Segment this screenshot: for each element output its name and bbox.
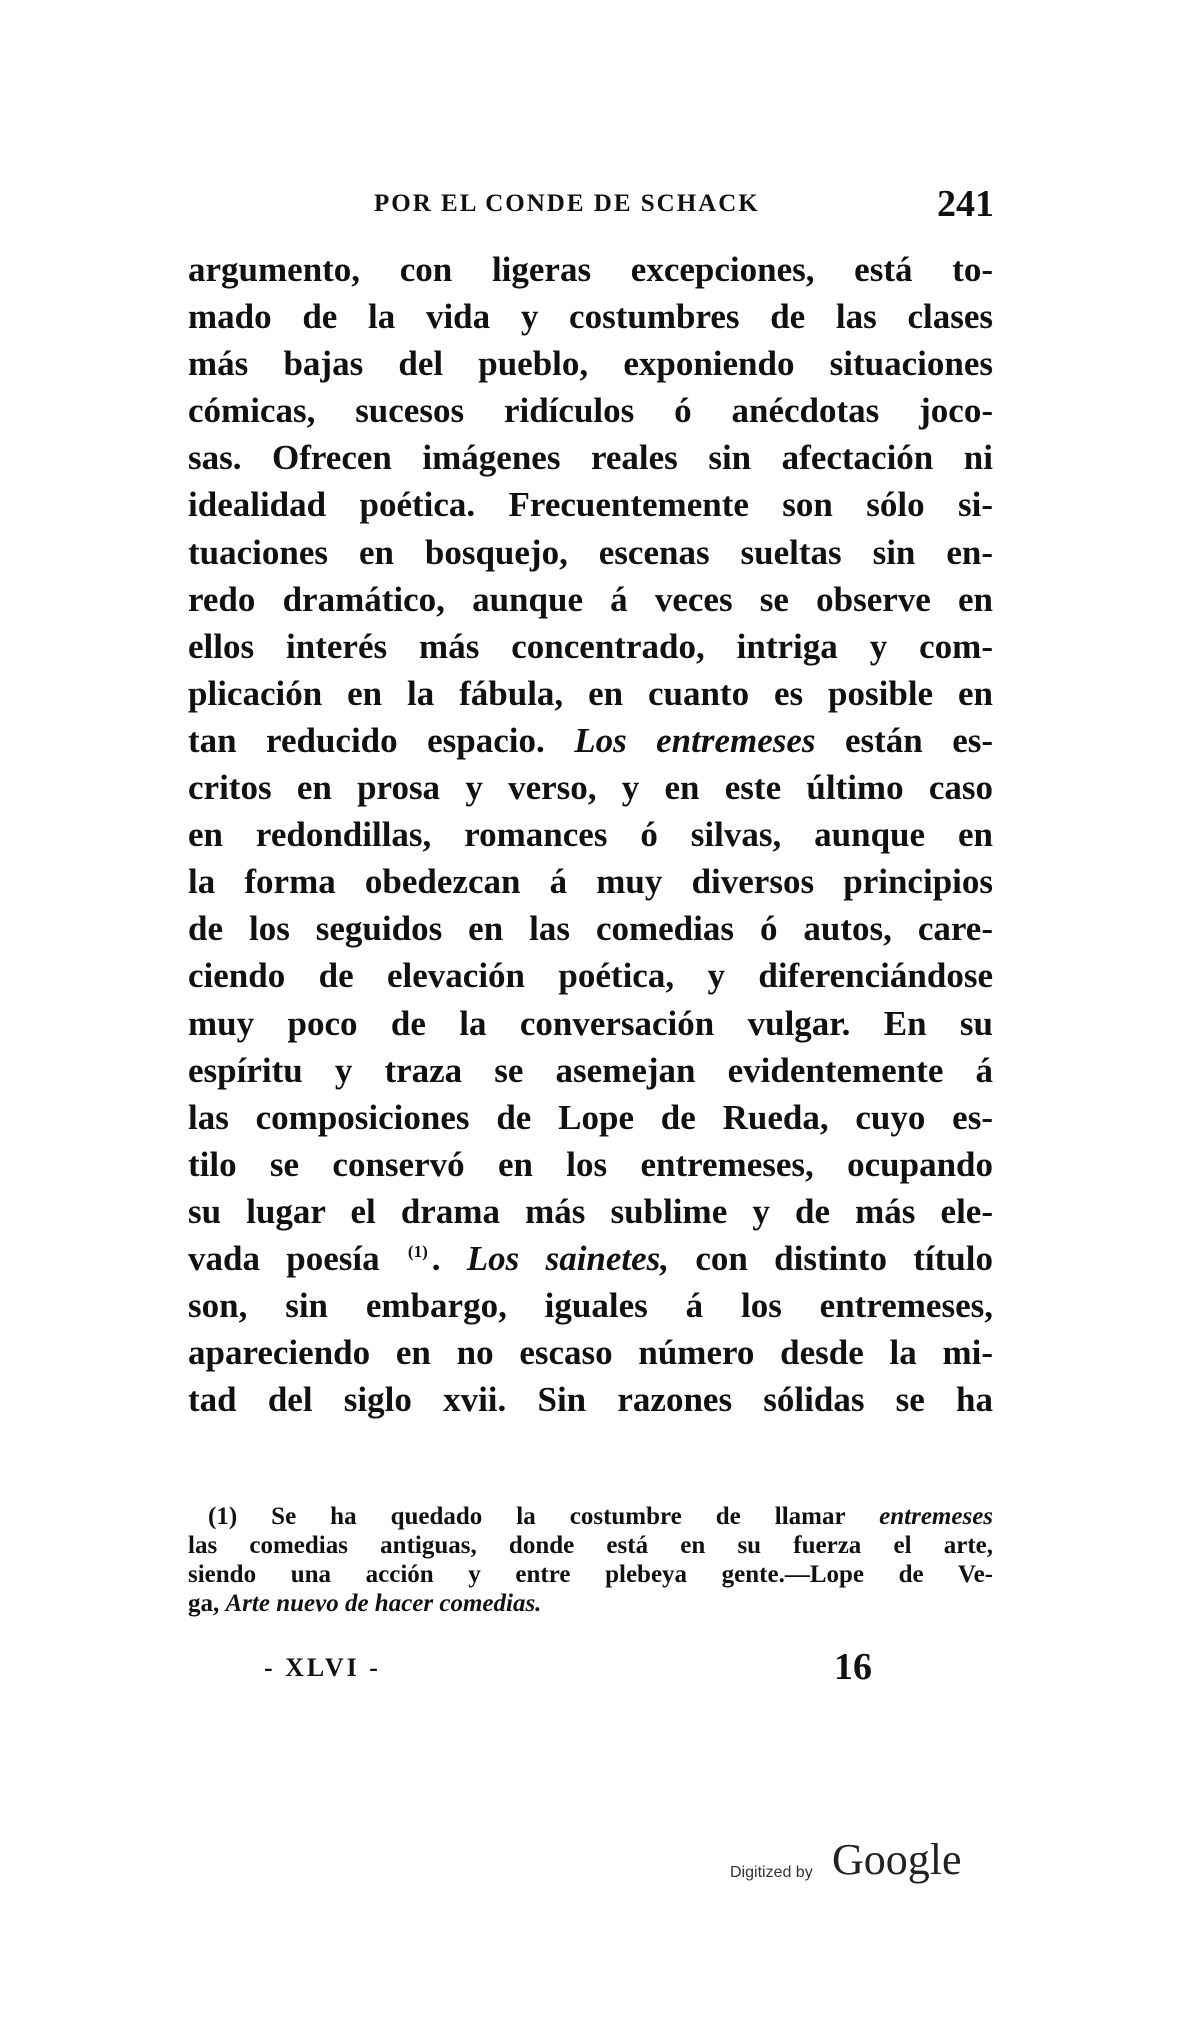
- text-segment: Se ha quedado la costumbre de llamar: [271, 1503, 846, 1530]
- italic-title: Arte nuevo de hacer comedias.: [225, 1590, 542, 1617]
- footnote-line: [188, 1589, 993, 1618]
- text-line: son, sin embargo, iguales á los entremeses,: [188, 1286, 993, 1326]
- text-line: la forma obedezcan á muy diversos principios: [188, 862, 993, 902]
- page-header: [374, 183, 994, 230]
- text-line: cómicas, sucesos ridículos ó anécdotas joco-: [188, 391, 993, 431]
- signature-row: [264, 1645, 924, 1695]
- text-line: su lugar el drama más sublime y de más ele-: [188, 1191, 993, 1231]
- digitized-watermark: [730, 1830, 1030, 1890]
- italic-title: Los entremeses: [574, 720, 816, 760]
- italic-title: Los sainetes,: [466, 1238, 670, 1278]
- text-line: critos en prosa y verso, y en este último caso: [188, 768, 993, 808]
- text-line: redo dramático, aunque á veces se observe en: [188, 579, 993, 619]
- text-line: más bajas del pueblo, exponiendo situaciones: [188, 344, 993, 384]
- text-segment: con distinto título: [695, 1238, 993, 1278]
- body-text: [188, 246, 993, 1423]
- signature-number: 16: [834, 1646, 872, 1688]
- text-line: [188, 717, 993, 764]
- text-line: sas. Ofrecen imágenes reales sin afectación ni: [188, 438, 993, 478]
- footnote-marker: (1): [208, 1503, 238, 1530]
- digitized-by-label: Digitized by: [730, 1864, 813, 1881]
- footnote-reference: (1): [407, 1242, 428, 1262]
- running-head: POR EL CONDE DE SCHACK: [374, 190, 760, 217]
- footnote-line: las comedias antiguas, donde está en su fuerza el arte,: [188, 1532, 993, 1559]
- text-line: tuaciones en bosquejo, escenas sueltas sin en-: [188, 532, 993, 572]
- text-line: muy poco de la conversación vulgar. En su: [188, 1003, 993, 1043]
- text-line: espíritu y traza se asemejan evidentemente á: [188, 1050, 993, 1090]
- text-line: argumento, con ligeras excepciones, está to-: [188, 250, 993, 289]
- text-line: tilo se conservó en los entremeses, ocupando: [188, 1144, 993, 1184]
- text-line: ellos interés más concentrado, intriga y com-: [188, 626, 993, 666]
- signature-mark: - XLVI -: [264, 1653, 381, 1682]
- text-line: vada poesía $^{(1)}$ . Los sainetes, con distinto título: [188, 1238, 993, 1278]
- text-line: las composiciones de Lope de Rueda, cuyo es-: [188, 1097, 993, 1137]
- text-line: tad del siglo xvii. Sin razones sólidas se ha: [188, 1380, 993, 1420]
- text-segment: ga,: [188, 1590, 220, 1617]
- text-line: apareciendo en no escaso número desde la mi-: [188, 1333, 993, 1373]
- footnote-line: siendo una acción y entre plebeya gente.—Lope de Ve-: [188, 1561, 993, 1588]
- text-line: de los seguidos en las comedias ó autos, care-: [188, 909, 993, 949]
- text-segment: están es-: [845, 720, 994, 760]
- google-logo: Google: [832, 1835, 962, 1884]
- text-line: en redondillas, romances ó silvas, aunque en: [188, 815, 993, 855]
- text-line: mado de la vida y costumbres de las clases: [188, 297, 993, 337]
- text-line: idealidad poética. Frecuentemente son sólo si-: [188, 485, 993, 525]
- page-number: 241: [937, 183, 994, 225]
- text-line: ciendo de elevación poética, y diferenciándose: [188, 956, 993, 996]
- text-line: plicación en la fábula, en cuanto es posible en: [188, 673, 993, 713]
- text-segment: vada poesía: [188, 1238, 380, 1278]
- footnote: [188, 1502, 993, 1618]
- text-segment: tan reducido espacio.: [188, 720, 545, 760]
- italic-term: entremeses: [879, 1503, 994, 1530]
- footnote-line: [188, 1502, 993, 1531]
